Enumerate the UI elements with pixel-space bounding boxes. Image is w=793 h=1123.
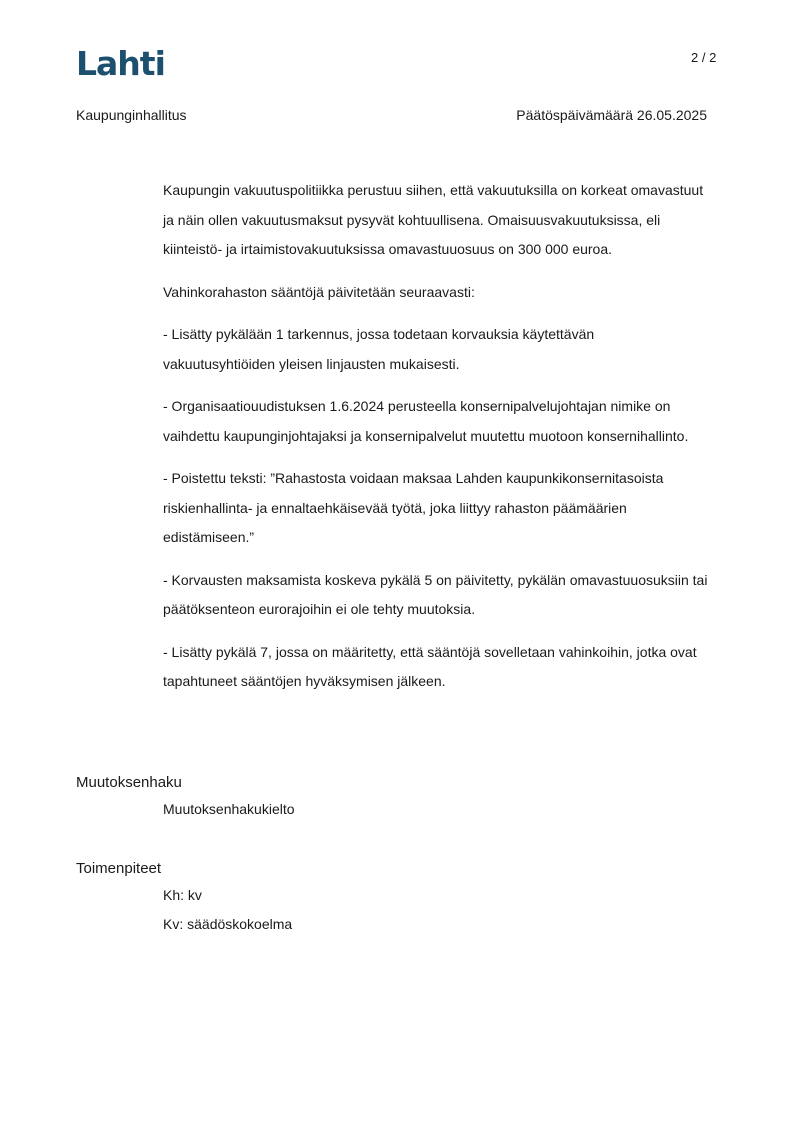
body-paragraph: - Organisaatiouudistuksen 1.6.2024 perusteella konsernipalvelujohtajan nimike on vaihdettu kaupunginjohtajaksi ja konsernipalvelut muutettu muotoon konsernihallinto. (163, 398, 689, 444)
actions-heading: Toimenpiteet (76, 860, 162, 877)
lahti-logo: Lahti (76, 44, 165, 83)
body-paragraph: - Lisätty pykälään 1 tarkennus, jossa todetaan korvauksia käytettävän vakuutusyhtiöiden yleisen linjausten mukaisesti. (163, 326, 595, 372)
body-paragraph: Vahinkorahaston sääntöjä päivitetään seuraavasti: (163, 283, 475, 300)
decision-date: Päätöspäivämäärä 26.05.2025 (516, 107, 707, 123)
action-item: Kh: kv (163, 887, 202, 903)
body-paragraph: - Poistettu teksti: ”Rahastosta voidaan maksaa Lahden kaupunkikonsernitasoista riskienhallinta- ja ennaltaehkäisevää työtä, joka liittyy rahaston päämäärien edistämiseen.” (163, 470, 664, 545)
body-paragraph: Kaupungin vakuutuspolitiikka perustuu siihen, että vakuutuksilla on korkeat omavastuut ja näin ollen vakuutusmaksut pysyvät kohtuullisena. Omaisuusvakuutuksissa, eli kiinteistö- ja irtaimistovakuutuksissa omavastuuosuus on 300 000 euroa. (163, 182, 704, 257)
appeal-value: Muutoksenhakukielto (163, 801, 295, 817)
appeal-heading: Muutoksenhaku (76, 774, 182, 791)
page-number: 2 / 2 (691, 50, 717, 65)
action-item: Kv: säädöskokoelma (163, 916, 293, 932)
body-paragraph: - Lisätty pykälä 7, jossa on määritetty, että sääntöjä sovelletaan vahinkoihin, jotka ovat tapahtuneet sääntöjen hyväksymisen jälkeen. (163, 643, 697, 689)
body-paragraph: - Korvausten maksamista koskeva pykälä 5 on päivitetty, pykälän omavastuuosuksiin tai päätöksenteon eurorajoihin ei ole tehty muutoksia. (163, 571, 708, 617)
organization-name: Kaupunginhallitus (76, 107, 187, 123)
document-body (163, 176, 708, 710)
